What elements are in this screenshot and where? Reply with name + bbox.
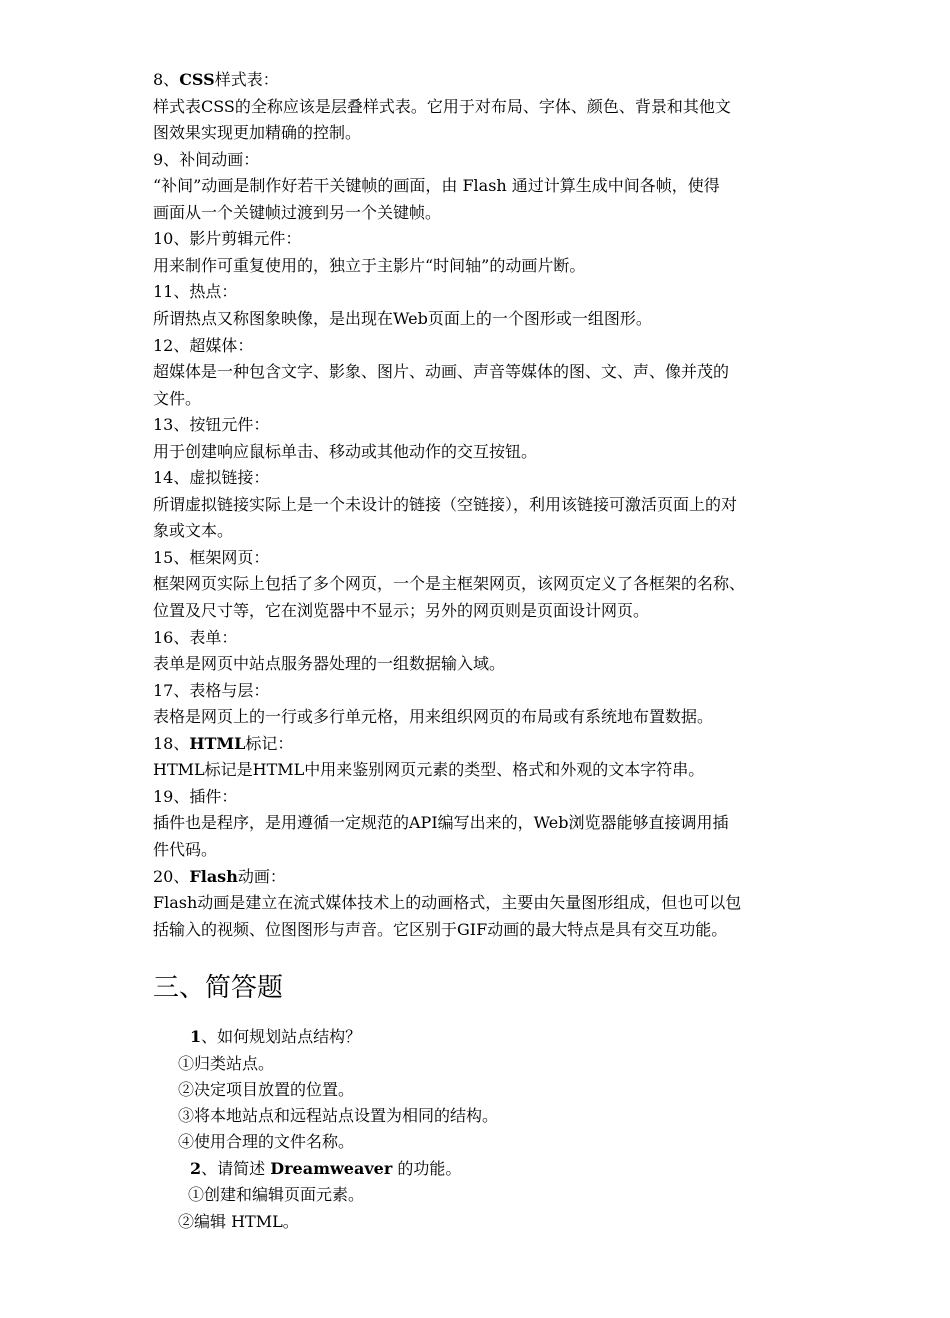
definition-title: 插件： xyxy=(189,786,238,806)
definition-number: 18、 xyxy=(153,733,190,753)
definition-heading xyxy=(153,282,813,302)
definition-number: 11、 xyxy=(153,282,190,302)
definition-number: 9、 xyxy=(153,149,180,169)
definition-body-line: 括输入的视频、位图图形与声音。它区别于GIF动画的最大特点是具有交互功能。 xyxy=(153,919,728,939)
definition-body-line: 所谓虚拟链接实际上是一个未设计的链接（空链接），利用该链接可激活页面上的对 xyxy=(153,494,738,514)
definition-heading xyxy=(153,150,813,170)
definition-title: 框架网页： xyxy=(189,547,270,567)
definition-heading xyxy=(153,70,813,90)
definition-number: 16、 xyxy=(153,627,190,647)
question-1 xyxy=(190,1027,850,1047)
definition-number: 20、 xyxy=(153,866,190,886)
definition-number: 10、 xyxy=(153,229,190,249)
definition-body-line: “补间”动画是制作好若干关键帧的画面，由 Flash 通过计算生成中间各帧，使得 xyxy=(153,176,720,196)
answer-item: ①创建和编辑页面元素。 xyxy=(188,1185,365,1204)
definition-body-line: HTML标记是HTML中用来鉴别网页元素的类型、格式和外观的文本字符串。 xyxy=(153,760,705,780)
definition-body-line: Flash动画是建立在流式媒体技术上的动画格式，主要由矢量图形组成，但也可以包 xyxy=(153,893,742,913)
definition-body-line: 表单是网页中站点服务器处理的一组数据输入域。 xyxy=(153,654,506,674)
definition-title: 超媒体： xyxy=(189,335,254,355)
question-text-tail: 的功能。 xyxy=(392,1159,462,1178)
definition-body-line: 位置及尺寸等，它在浏览器中不显示；另外的网页则是页面设计网页。 xyxy=(153,601,650,620)
definition-body-line: 图效果实现更加精确的控制。 xyxy=(153,123,362,143)
definition-heading xyxy=(153,468,813,488)
definition-title: 影片剪辑元件： xyxy=(189,229,302,249)
definition-term: CSS xyxy=(179,70,215,89)
definition-heading xyxy=(153,734,813,754)
question-number: 2 xyxy=(190,1159,202,1178)
definition-body-line: 所谓热点又称图象映像，是出现在Web页面上的一个图形或一组图形。 xyxy=(153,308,652,328)
definition-title: 标记： xyxy=(245,733,294,753)
section-title: 三、简答题 xyxy=(153,973,284,1003)
question-term: Dreamweaver xyxy=(270,1159,393,1178)
definition-body-line: 框架网页实际上包括了多个网页，一个是主框架网页，该网页定义了各框架的名称、 xyxy=(153,574,746,594)
definition-title: 补间动画： xyxy=(179,149,260,169)
definition-title: 表格与层： xyxy=(189,680,270,700)
definition-term: Flash xyxy=(189,866,238,886)
definition-number: 8、 xyxy=(153,70,180,89)
definition-term: HTML xyxy=(189,733,246,753)
definition-heading xyxy=(153,415,813,435)
answer-item: ①归类站点。 xyxy=(178,1054,275,1073)
definition-heading xyxy=(153,867,813,887)
definition-title: 表单： xyxy=(189,627,238,647)
definition-title: 动画： xyxy=(237,866,286,886)
definition-body-line: 插件也是程序，是用遵循一定规范的API编写出来的，Web浏览器能够直接调用插 xyxy=(153,813,729,833)
question-text: 、请简述 xyxy=(201,1159,271,1178)
definition-number: 12、 xyxy=(153,335,190,355)
definition-body-line: 画面从一个关键帧过渡到另一个关键帧。 xyxy=(153,202,442,222)
definition-number: 17、 xyxy=(153,680,190,700)
definition-body-line: 用于创建响应鼠标单击、移动或其他动作的交互按钮。 xyxy=(153,441,538,461)
definition-body-line: 超媒体是一种包含文字、影象、图片、动画、声音等媒体的图、文、声、像并茂的 xyxy=(153,362,730,382)
definition-title: 热点： xyxy=(189,282,238,302)
definition-body-line: 文件。 xyxy=(153,388,202,408)
definition-heading xyxy=(153,336,813,356)
definition-number: 14、 xyxy=(153,468,190,488)
definition-body-line: 用来制作可重复使用的，独立于主影片“时间轴”的动画片断。 xyxy=(153,255,586,275)
definition-title: 虚拟链接： xyxy=(189,468,270,488)
definition-title: 样式表： xyxy=(214,70,279,89)
definition-body-line: 件代码。 xyxy=(153,839,218,859)
question-number: 1 xyxy=(190,1027,202,1046)
answer-item: ③将本地站点和远程站点设置为相同的结构。 xyxy=(178,1106,499,1125)
answer-item: ②决定项目放置的位置。 xyxy=(178,1080,355,1099)
definition-heading xyxy=(153,787,813,807)
definition-body-line: 样式表CSS的全称应该是层叠样式表。它用于对布局、字体、颜色、背景和其他文 xyxy=(153,96,731,116)
definition-title: 按钮元件： xyxy=(189,415,270,435)
question-2 xyxy=(190,1159,850,1179)
answer-item: ②编辑 HTML。 xyxy=(178,1212,299,1231)
definition-heading xyxy=(153,548,813,568)
definition-heading xyxy=(153,229,813,249)
definition-number: 19、 xyxy=(153,786,190,806)
question-text: 、如何规划站点结构？ xyxy=(201,1027,362,1046)
definition-body-line: 象或文本。 xyxy=(153,521,234,541)
definition-body-line: 表格是网页上的一行或多行单元格，用来组织网页的布局或有系统地布置数据。 xyxy=(153,707,714,727)
definition-number: 15、 xyxy=(153,547,190,567)
definition-number: 13、 xyxy=(153,415,190,435)
definition-heading xyxy=(153,628,813,648)
definition-heading xyxy=(153,681,813,701)
answer-item: ④使用合理的文件名称。 xyxy=(178,1132,355,1151)
